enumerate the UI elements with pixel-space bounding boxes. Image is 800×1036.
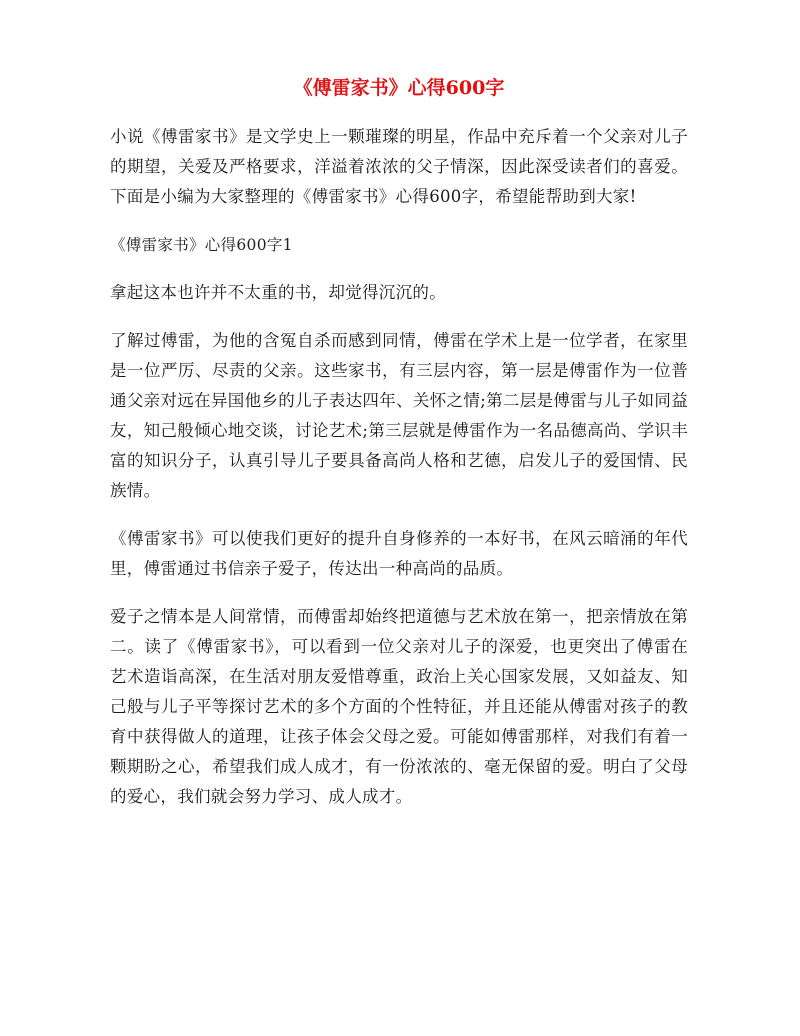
body-paragraph: 拿起这本也许并不太重的书，却觉得沉沉的。 — [110, 283, 446, 302]
body-paragraph: 了解过傅雷，为他的含冤自杀而感到同情，傅雷在学术上是一位学者，在家里是一位严厉、尽责的父亲。这些家书，有三层内容，第一层是傅雷作为一位普通父亲对远在异国他乡的儿子表达四年、关怀之情;第二层是傅雷与儿子如同益友，知己般倾心地交谈，讨论艺术;第三层就是傅雷作为一名品德高尚、学识丰富的知识分子，认真引导儿子要具备高尚人格和艺德，启发儿子的爱国情、民族情。 — [110, 331, 688, 500]
document-title: 《傅雷家书》心得600字 — [293, 77, 505, 99]
body-paragraph: 《傅雷家书》可以使我们更好的提升自身修养的一本好书，在风云暗涌的年代里，傅雷通过书信亲子爱子，传达出一种高尚的品质。 — [110, 529, 688, 578]
section-heading: 《傅雷家书》心得600字1 — [110, 236, 293, 254]
body-paragraph: 爱子之情本是人间常情，而傅雷却始终把道德与艺术放在第一，把亲情放在第二。读了《傅雷家书》，可以看到一位父亲对儿子的深爱，也更突出了傅雷在艺术造诣高深，在生活对朋友爱惜尊重，政治上关心国家发展，又如益友、知己般与儿子平等探讨艺术的多个方面的个性特征，并且还能从傅雷对孩子的教育中获得做人的道理，让孩子体会父母之爱。可能如傅雷那样，对我们有着一颗期盼之心，希望我们成人成才，有一份浓浓的、毫无保留的爱。明白了父母的爱心，我们就会努力学习、成人成才。 — [110, 607, 688, 806]
intro-paragraph: 小说《傅雷家书》是文学史上一颗璀璨的明星，作品中充斥着一个父亲对儿子的期望，关爱及严格要求，洋溢着浓浓的父子情深，因此深受读者们的喜爱。下面是小编为大家整理的《傅雷家书》心得600字，希望能帮助到大家! — [110, 127, 688, 206]
